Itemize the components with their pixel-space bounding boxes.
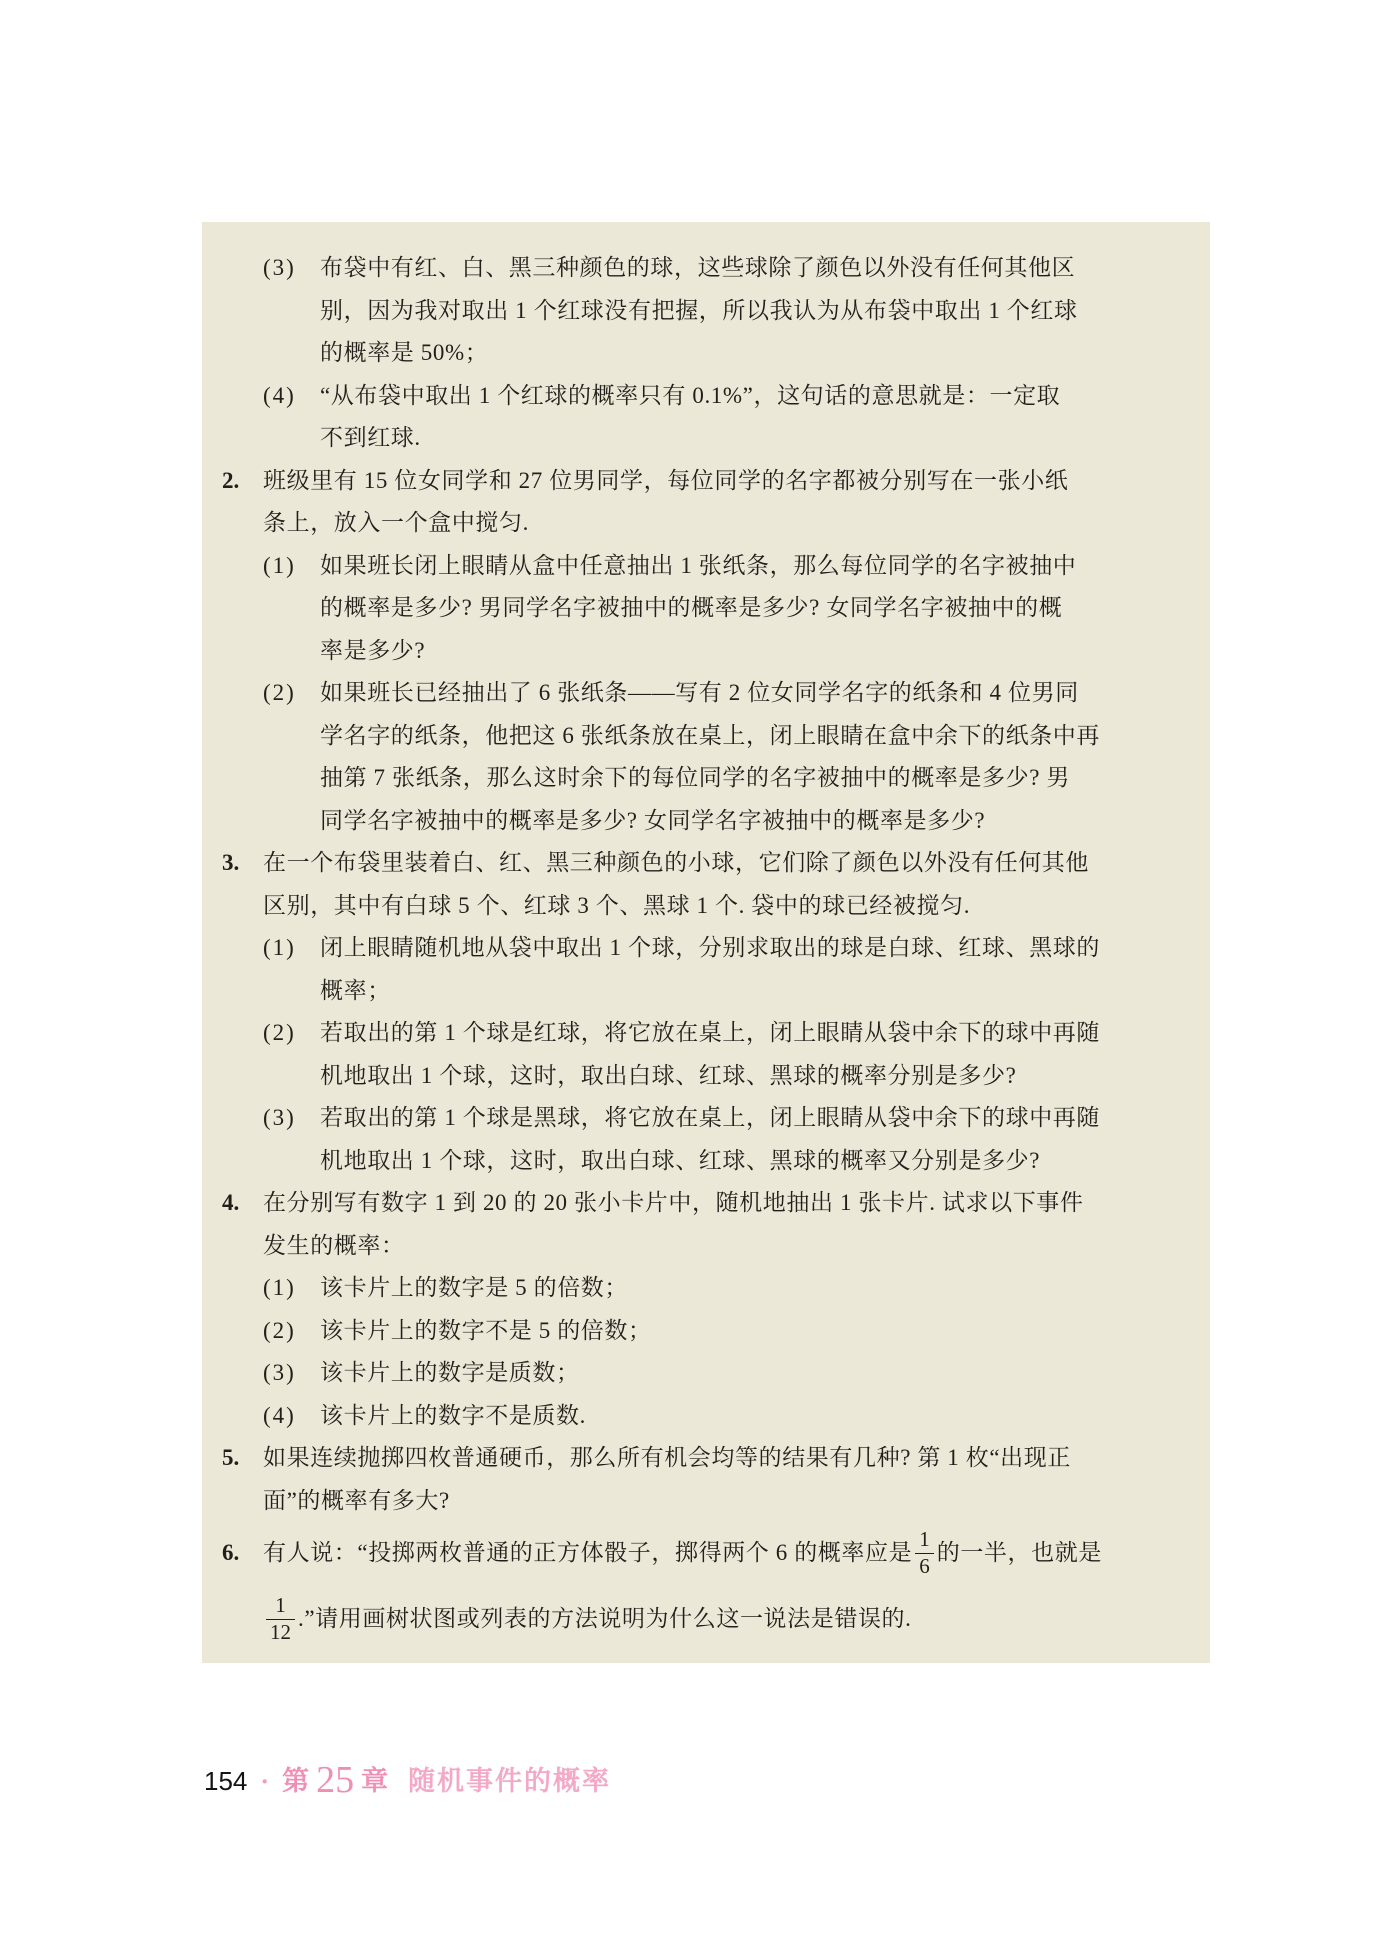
fraction: $\frac{1}{12}$	[266, 1594, 295, 1644]
item-marker: (1)	[263, 552, 296, 578]
text-line	[263, 1586, 1180, 1652]
text-segment: 机地取出 1 个球，这时，取出白球、红球、黑球的概率分别是多少?	[320, 1062, 1017, 1088]
text-line	[320, 800, 1180, 843]
text-line	[263, 545, 1180, 588]
chapter-number: 25	[316, 1759, 355, 1801]
text-segment: 如果班长已经抽出了 6 张纸条——写有 2 位女同学名字的纸条和 4 位男同	[320, 680, 1079, 705]
text-segment: 面”的概率有多大?	[263, 1487, 450, 1513]
text-segment: 的一半，也就是	[936, 1539, 1102, 1565]
text-line	[320, 1140, 1180, 1183]
text-line	[320, 332, 1180, 375]
item-marker: (2)	[263, 1317, 296, 1343]
text-line	[263, 1480, 1180, 1523]
text-line	[263, 1395, 1180, 1438]
item-marker: (2)	[263, 1020, 296, 1045]
text-segment: 的概率是 50%；	[320, 340, 489, 365]
text-line	[320, 970, 1180, 1013]
text-line	[320, 1055, 1180, 1098]
text-line	[263, 1225, 1180, 1268]
text-line	[263, 1310, 1180, 1353]
text-line	[320, 757, 1180, 800]
text-segment: 该卡片上的数字不是质数.	[320, 1402, 586, 1428]
fraction: $\frac{1}{6}$	[915, 1528, 934, 1578]
problem-number: 2.	[222, 467, 240, 493]
text-line	[222, 842, 1180, 885]
item-marker: (3)	[263, 255, 296, 280]
problem-number: 5.	[222, 1445, 240, 1470]
text-segment: 概率；	[320, 977, 391, 1003]
text-segment: 该卡片上的数字不是 5 的倍数；	[320, 1317, 652, 1343]
text-segment: 抽第 7 张纸条，那么这时余下的每位同学的名字被抽中的概率是多少? 男	[320, 765, 1070, 790]
text-line	[320, 417, 1180, 460]
text-segment: “从布袋中取出 1 个红球的概率只有 0.1%”，这句话的意思就是：一定取	[320, 382, 1061, 408]
text-segment: 该卡片上的数字是 5 的倍数；	[320, 1275, 628, 1300]
text-segment: 区别，其中有白球 5 个、红球 3 个、黑球 1 个. 袋中的球已经被搅匀.	[263, 892, 971, 918]
exercise-lines	[202, 247, 1180, 1652]
text-segment: 该卡片上的数字是质数；	[320, 1360, 580, 1385]
text-line	[263, 375, 1180, 418]
text-line	[263, 247, 1180, 290]
text-segment: 若取出的第 1 个球是黑球，将它放在桌上，闭上眼睛从袋中余下的球中再随	[320, 1105, 1100, 1130]
item-marker: (4)	[263, 1402, 296, 1428]
text-segment: 布袋中有红、白、黑三种颜色的球，这些球除了颜色以外没有任何其他区	[320, 255, 1076, 280]
text-segment: 如果连续抛掷四枚普通硬币，那么所有机会均等的结果有几种? 第 1 枚“出现正	[263, 1445, 1071, 1470]
text-line	[320, 630, 1180, 673]
item-marker: (1)	[263, 1275, 296, 1300]
text-segment: 班级里有 15 位女同学和 27 位男同学，每位同学的名字都被分别写在一张小纸	[263, 467, 1069, 493]
text-segment: 若取出的第 1 个球是红球，将它放在桌上，闭上眼睛从袋中余下的球中再随	[320, 1020, 1100, 1045]
text-segment: 如果班长闭上眼睛从盒中任意抽出 1 张纸条，那么每位同学的名字被抽中	[320, 552, 1077, 578]
problem-number: 4.	[222, 1190, 240, 1215]
text-line	[222, 1182, 1180, 1225]
page-number: 154	[204, 1766, 248, 1796]
problem-number: 3.	[222, 850, 240, 875]
text-segment: 机地取出 1 个球，这时，取出白球、红球、黑球的概率又分别是多少?	[320, 1147, 1041, 1173]
item-marker: (1)	[263, 935, 296, 960]
text-segment: .”请用画树状图或列表的方法说明为什么这一说法是错误的.	[298, 1605, 912, 1631]
text-segment: 同学名字被抽中的概率是多少? 女同学名字被抽中的概率是多少?	[320, 807, 986, 833]
chapter-title: 随机事件的概率	[408, 1766, 612, 1796]
text-line	[263, 1012, 1180, 1055]
text-segment: 发生的概率：	[263, 1232, 405, 1258]
chapter-suffix: 章	[361, 1766, 389, 1796]
text-segment: 有人说：“投掷两枚普通的正方体骰子，掷得两个 6 的概率应是	[263, 1539, 913, 1565]
text-line	[222, 1437, 1180, 1480]
text-line	[320, 290, 1180, 333]
text-segment: 的概率是多少? 男同学名字被抽中的概率是多少? 女同学名字被抽中的概	[320, 595, 1063, 620]
page-footer	[204, 1756, 611, 1800]
item-marker: (3)	[263, 1360, 296, 1385]
chapter-prefix: 第	[282, 1766, 310, 1796]
exercise-panel	[202, 222, 1210, 1663]
text-segment: 率是多少?	[320, 637, 426, 663]
text-line	[320, 715, 1180, 758]
text-segment: 闭上眼睛随机地从袋中取出 1 个球，分别求取出的球是白球、红球、黑球的	[320, 935, 1100, 960]
text-segment: 别，因为我对取出 1 个红球没有把握，所以我认为从布袋中取出 1 个红球	[320, 297, 1078, 323]
text-line	[263, 1097, 1180, 1140]
text-line	[263, 1267, 1180, 1310]
text-segment: 在一个布袋里装着白、红、黑三种颜色的小球，它们除了颜色以外没有任何其他	[263, 850, 1089, 875]
item-marker: (3)	[263, 1105, 296, 1130]
text-line	[320, 587, 1180, 630]
text-segment: 在分别写有数字 1 到 20 的 20 张小卡片中，随机地抽出 1 张卡片. 试求以下事件	[263, 1190, 1084, 1215]
text-line	[263, 502, 1180, 545]
text-line	[222, 1522, 1180, 1584]
item-marker: (4)	[263, 382, 296, 408]
text-segment: 不到红球.	[320, 425, 421, 450]
item-marker: (2)	[263, 680, 296, 705]
text-line	[263, 885, 1180, 928]
problem-number: 6.	[222, 1539, 240, 1565]
text-segment: 学名字的纸条，他把这 6 张纸条放在桌上，闭上眼睛在盒中余下的纸条中再	[320, 722, 1100, 748]
text-line	[263, 927, 1180, 970]
text-segment: 条上，放入一个盒中搅匀.	[263, 510, 529, 535]
text-line	[263, 672, 1180, 715]
text-line	[222, 460, 1180, 503]
footer-separator-dot: ·	[260, 1767, 270, 1796]
text-line	[263, 1352, 1180, 1395]
